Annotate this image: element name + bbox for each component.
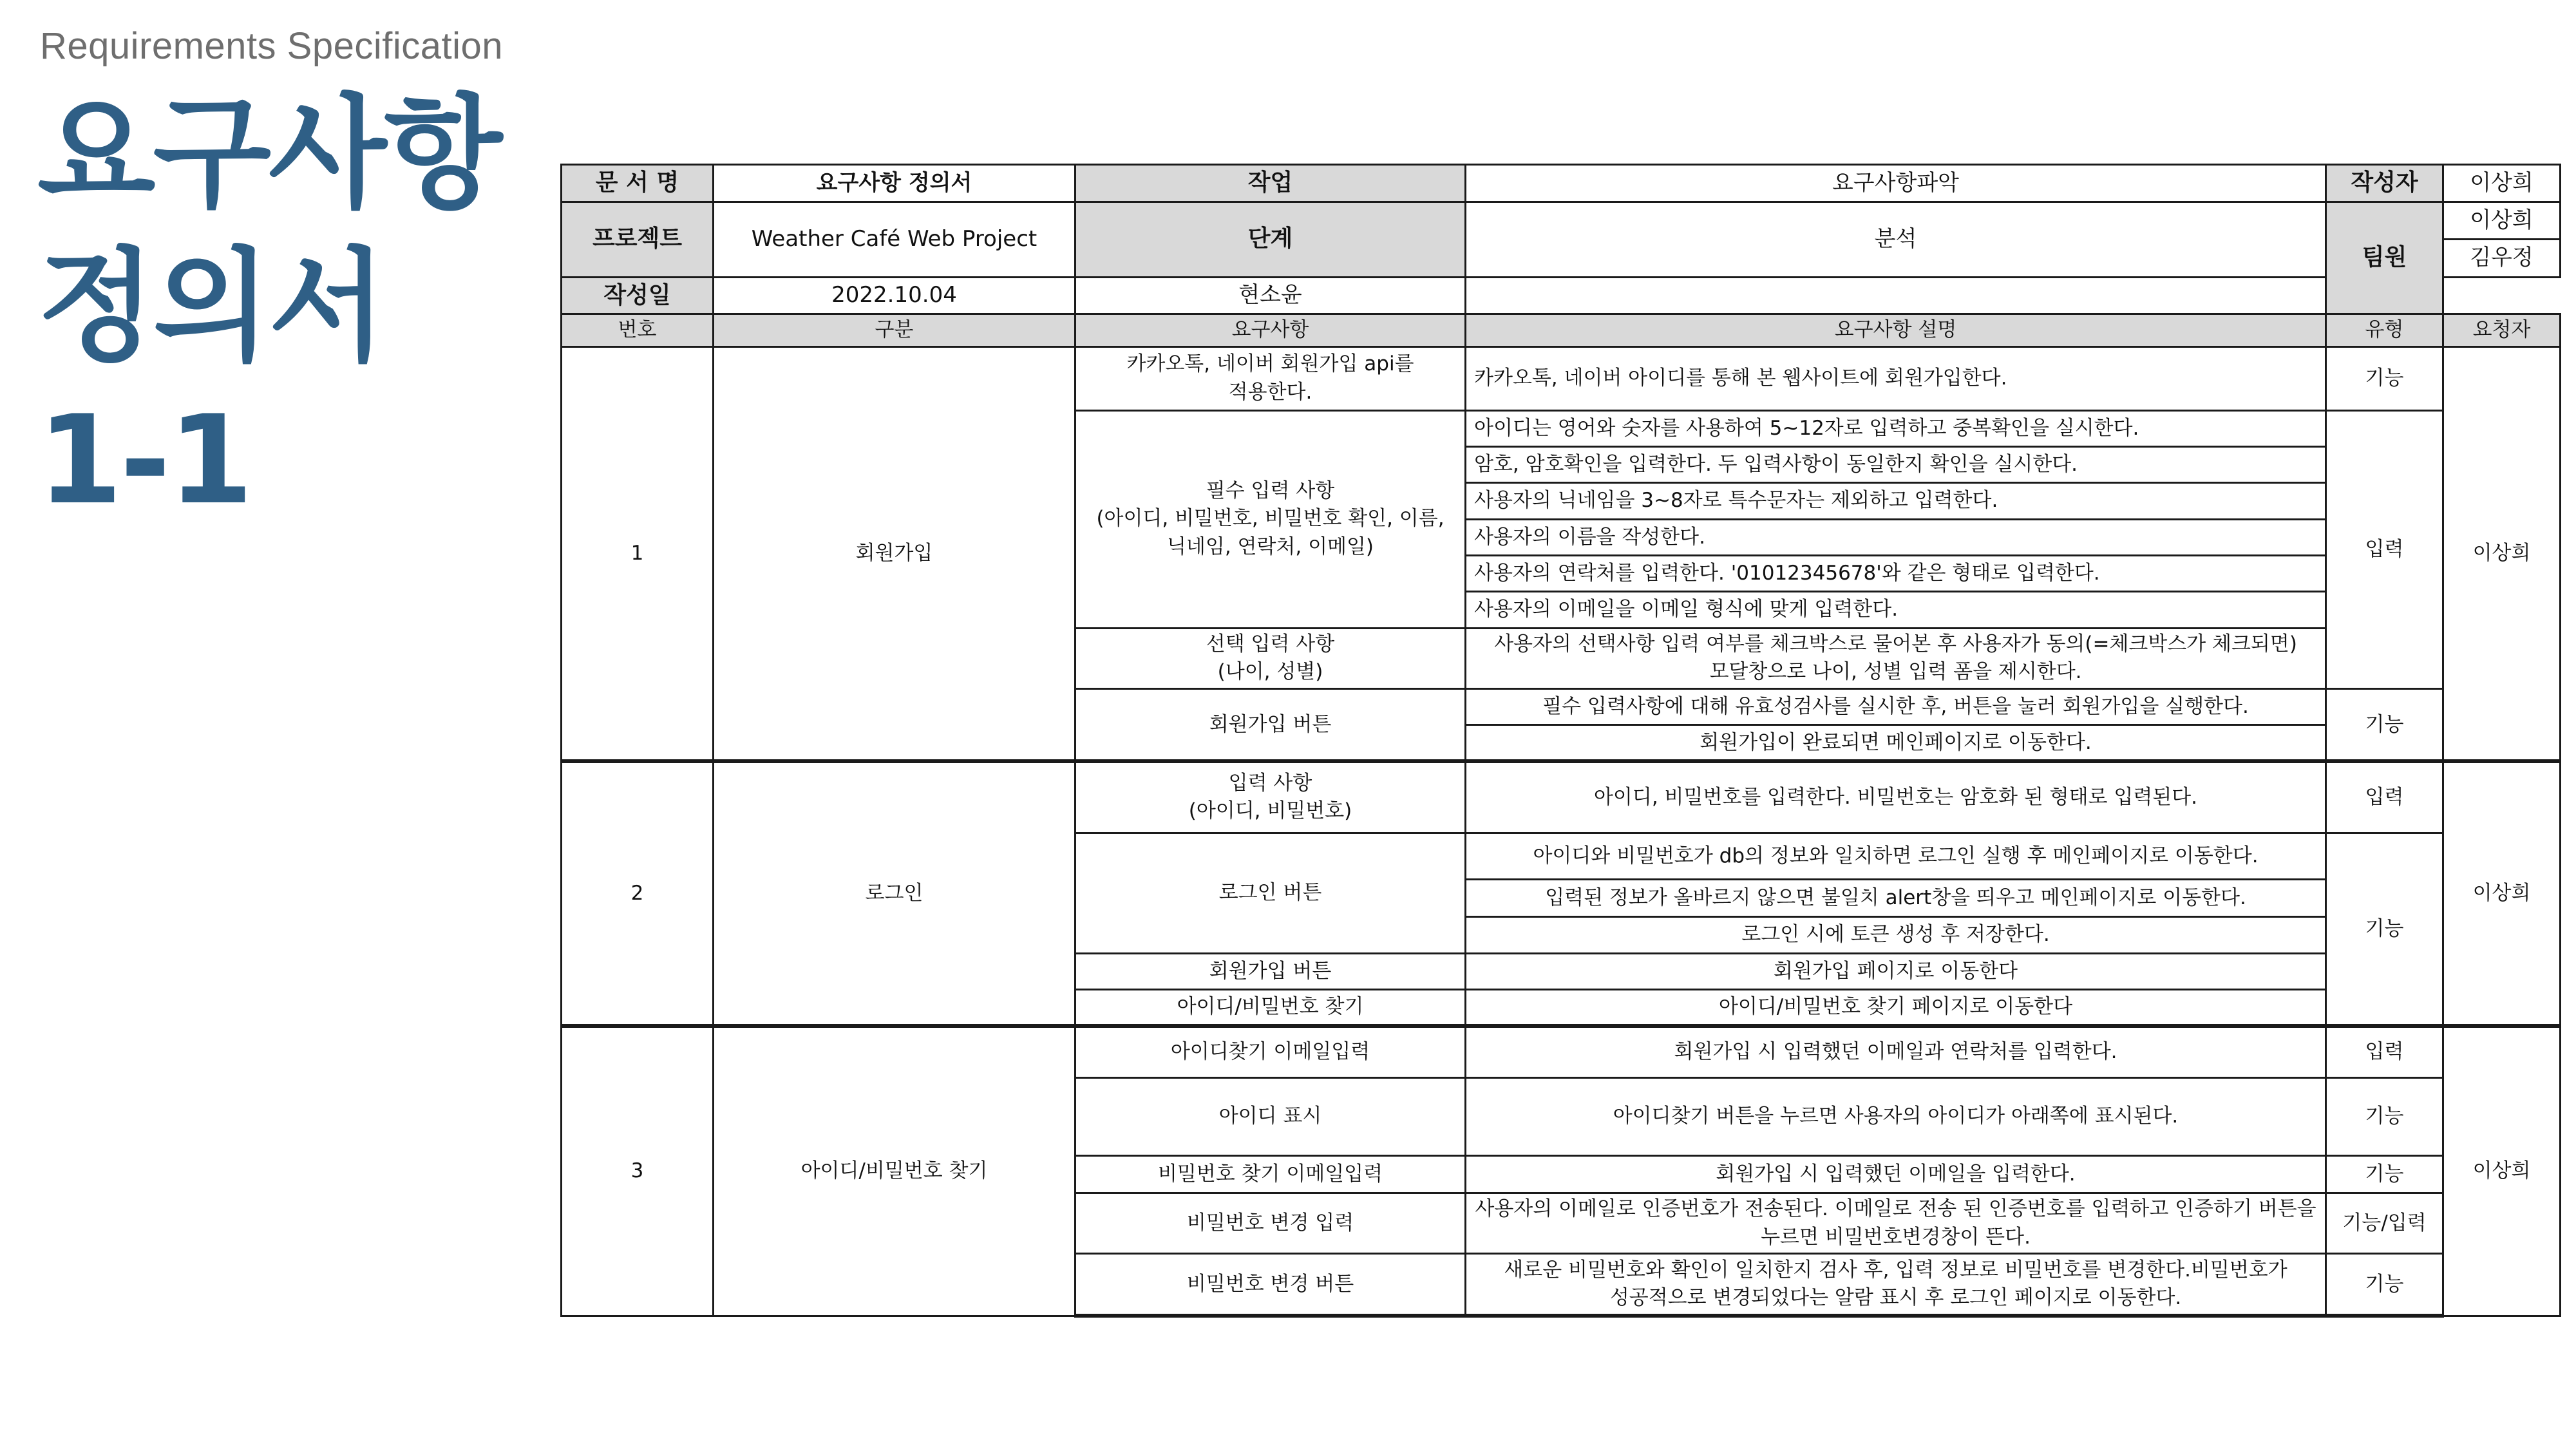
type-cell: 기능 xyxy=(2326,1155,2443,1193)
description-cell: 로그인 시에 토큰 생성 후 저장한다. xyxy=(1466,917,2326,953)
requirement-cell: 아이디 표시 xyxy=(1075,1077,1466,1155)
description-cell: 사용자의 이메일로 인증번호가 전송된다. 이메일로 전송 된 인증번호를 입력하고 인증하기 버튼을 누르면 비밀번호변경창이 뜬다. xyxy=(1466,1193,2326,1254)
slide-title xyxy=(37,77,527,537)
requirement-cell: 카카오톡, 네이버 회원가입 api를 적용한다. xyxy=(1075,346,1466,410)
group-no: 1 xyxy=(562,346,714,761)
requirement-cell: 아이디찾기 이메일입력 xyxy=(1075,1026,1466,1078)
type-cell: 기능 xyxy=(2326,833,2443,1026)
task-label: 작업 xyxy=(1075,165,1466,202)
team-member: 이상희 xyxy=(2443,202,2561,239)
team-label: 팀원 xyxy=(2326,202,2443,314)
description-cell: 아이디/비밀번호 찾기 페이지로 이동한다 xyxy=(1466,990,2326,1026)
requirement-cell: 아이디/비밀번호 찾기 xyxy=(1075,990,1466,1026)
requirement-cell: 입력 사항 (아이디, 비밀번호) xyxy=(1075,761,1466,833)
author-value: 이상희 xyxy=(2443,165,2561,202)
group-no: 3 xyxy=(562,1026,714,1316)
description-cell: 입력된 정보가 올바르지 않으면 불일치 alert창을 띄우고 메인페이지로 이동한다. xyxy=(1466,879,2326,916)
description-cell: 아이디는 영어와 숫자를 사용하여 5~12자로 입력하고 중복확인을 실시한다. xyxy=(1466,410,2326,446)
type-cell: 입력 xyxy=(2326,761,2443,833)
description-cell: 아이디와 비밀번호가 db의 정보와 일치하면 로그인 실행 후 메인페이지로 이동한다. xyxy=(1466,833,2326,879)
description-cell: 회원가입 시 입력했던 이메일을 입력한다. xyxy=(1466,1155,2326,1193)
description-cell: 필수 입력사항에 대해 유효성검사를 실시한 후, 버튼을 눌러 회원가입을 실행한다. xyxy=(1466,689,2326,725)
description-cell: 사용자의 이메일을 이메일 형식에 맞게 입력한다. xyxy=(1466,592,2326,628)
type-cell: 입력 xyxy=(2326,1026,2443,1078)
stage-value: 분석 xyxy=(1466,202,2326,277)
requirement-cell: 로그인 버튼 xyxy=(1075,833,1466,953)
project-label: 프로젝트 xyxy=(562,202,714,277)
requirements-table xyxy=(560,164,2561,1318)
doc-name-label: 문 서 명 xyxy=(562,165,714,202)
description-cell: 사용자의 연락처를 입력한다. '01012345678'와 같은 형태로 입력한다. xyxy=(1466,556,2326,592)
requester-cell: 이상희 xyxy=(2443,1026,2561,1316)
description-cell: 아이디찾기 버튼을 누르면 사용자의 아이디가 아래쪽에 표시된다. xyxy=(1466,1077,2326,1155)
stage-label: 단계 xyxy=(1075,202,1466,277)
description-cell: 카카오톡, 네이버 아이디를 통해 본 웹사이트에 회원가입한다. xyxy=(1466,346,2326,410)
group-category: 회원가입 xyxy=(714,346,1075,761)
slide-title-line: 1-1 xyxy=(37,389,251,531)
description-cell: 회원가입 페이지로 이동한다 xyxy=(1466,953,2326,989)
description-cell: 사용자의 이름을 작성한다. xyxy=(1466,519,2326,555)
slide-subtitle: Requirements Specification xyxy=(40,25,504,67)
date-value: 2022.10.04 xyxy=(714,277,1075,314)
group-category: 로그인 xyxy=(714,761,1075,1026)
col-header-no: 번호 xyxy=(562,314,714,347)
description-cell: 회원가입 시 입력했던 이메일과 연락처를 입력한다. xyxy=(1466,1026,2326,1078)
author-label: 작성자 xyxy=(2326,165,2443,202)
date-label: 작성일 xyxy=(562,277,714,314)
doc-name: 요구사항 정의서 xyxy=(714,165,1075,202)
description-cell: 암호, 암호확인을 입력한다. 두 입력사항이 동일한지 확인을 실시한다. xyxy=(1466,446,2326,482)
group-no: 2 xyxy=(562,761,714,1026)
team-member: 김우정 xyxy=(2443,240,2561,277)
col-header-category: 구분 xyxy=(714,314,1075,347)
requester-cell: 이상희 xyxy=(2443,346,2561,761)
requester-cell: 이상희 xyxy=(2443,761,2561,1026)
type-cell: 입력 xyxy=(2326,410,2443,689)
type-cell: 기능/입력 xyxy=(2326,1193,2443,1254)
requirement-cell: 회원가입 버튼 xyxy=(1075,689,1466,762)
requirement-cell: 회원가입 버튼 xyxy=(1075,953,1466,989)
description-cell: 새로운 비밀번호와 확인이 일치한지 검사 후, 입력 정보로 비밀번호를 변경한다.비밀번호가 성공적으로 변경되었다는 알람 표시 후 로그인 페이지로 이동한다. xyxy=(1466,1254,2326,1316)
description-cell: 아이디, 비밀번호를 입력한다. 비밀번호는 암호화 된 형태로 입력된다. xyxy=(1466,761,2326,833)
requirement-cell: 비밀번호 찾기 이메일입력 xyxy=(1075,1155,1466,1193)
requirement-cell: 필수 입력 사항 (아이디, 비밀번호, 비밀번호 확인, 이름,닉네임, 연락처, 이메일) xyxy=(1075,410,1466,628)
type-cell: 기능 xyxy=(2326,346,2443,410)
description-cell: 사용자의 닉네임을 3~8자로 특수문자는 제외하고 입력한다. xyxy=(1466,483,2326,519)
description-cell: 사용자의 선택사항 입력 여부를 체크박스로 물어본 후 사용자가 동의(=체크박스가 체크되면) 모달창으로 나이, 성별 입력 폼을 제시한다. xyxy=(1466,628,2326,688)
col-header-requester: 요청자 xyxy=(2443,314,2561,347)
type-cell: 기능 xyxy=(2326,1077,2443,1155)
requirement-cell: 비밀번호 변경 입력 xyxy=(1075,1193,1466,1254)
task-value: 요구사항파악 xyxy=(1466,165,2326,202)
slide-title-line: 정의서 xyxy=(37,236,384,378)
col-header-requirement: 요구사항 xyxy=(1075,314,1466,347)
requirement-cell: 선택 입력 사항 (나이, 성별) xyxy=(1075,628,1466,688)
group-category: 아이디/비밀번호 찾기 xyxy=(714,1026,1075,1316)
slide-title-line: 요구사항 xyxy=(37,82,500,225)
type-cell: 기능 xyxy=(2326,1254,2443,1316)
team-member: 현소윤 xyxy=(1075,277,1466,314)
type-cell: 기능 xyxy=(2326,689,2443,762)
requirement-cell: 비밀번호 변경 버튼 xyxy=(1075,1254,1466,1316)
project-value: Weather Café Web Project xyxy=(714,202,1075,277)
col-header-type: 유형 xyxy=(2326,314,2443,347)
description-cell: 회원가입이 완료되면 메인페이지로 이동한다. xyxy=(1466,725,2326,761)
col-header-description: 요구사항 설명 xyxy=(1466,314,2326,347)
